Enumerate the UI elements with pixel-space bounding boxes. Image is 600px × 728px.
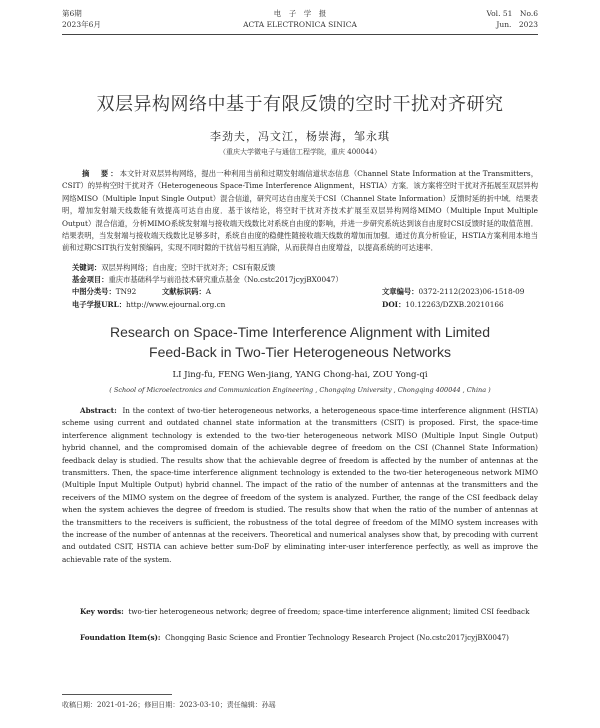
running-header-right xyxy=(486,8,538,30)
url-label: 电子学报URL： xyxy=(72,300,127,309)
article-number-label: 文章编号： xyxy=(382,287,419,296)
clc-value: TN92 xyxy=(115,287,137,296)
fund-cn xyxy=(72,274,343,285)
doi-link[interactable]: 10.12263/DZXB.20210166 xyxy=(405,300,504,309)
abstract-en xyxy=(62,405,538,566)
fund-label-en: Foundation Item(s): xyxy=(80,633,161,642)
doi-label: DOI： xyxy=(382,300,406,309)
journal-name-en: ACTA ELECTRONICA SINICA xyxy=(243,20,357,29)
abstract-text-en: In the context of two-tier heterogeneous networks, a heterogeneous space-time interference alignment (HSTIA) scheme using current and outdated channel state information at the transmitters (CSIT) is proposed. First, the space-time interference alignment technology is extended to the two-tier heterogeneous network MISO (Multiple Input Single Output) hybrid channel, and the compromised domain of the achievable degree of freedom on the CSI (Channel State Information) feedback delay is studied. The results show that the achievable degree of freedom is affected by the number of antennas at the transmitters. Then, the space-time interference alignment technology is extended to the two-tier heterogeneous network MIMO (Multiple Input Multiple Output) hybrid channel. The impact of the ratio of the number of antennas at the transmitters and the receivers of the MIMO system on the degree of freedom of the system is analyzed. Further, the range of the CSI feedback delay when the system achieves the degree of freedom is studied. The results show that when the ratio of the number of antennas at the transmitters to the receivers is sufficient, the robustness of the total degree of freedom of the MIMO system increases with the increase of the number of antennas at the receivers. Theoretical and numerical analyses show that, by precoding with current and outdated CSIT, HSTIA can achieve better sum-DoF by eliminating inter-user interference perfectly, as well as improve the achievable rate of the system. xyxy=(62,406,538,564)
paper-title-en-line2: Feed-Back in Two-Tier Heterogeneous Networks xyxy=(149,344,451,360)
abstract-label-cn: 摘 要： xyxy=(82,169,120,178)
keywords-text-cn: 双层异构网络；自由度；空时干扰对齐；CSI有限反馈 xyxy=(101,263,276,272)
keywords-cn xyxy=(72,262,275,273)
clc-label: 中图分类号： xyxy=(72,287,116,296)
url-doi-row xyxy=(72,299,504,310)
paper-title-en-line1: Research on Space-Time Interference Alignment with Limited xyxy=(110,324,490,340)
footnote-dates: 收稿日期：2021-01-26；修回日期：2023-03-10；责任编辑：孙瑶 xyxy=(62,701,276,709)
fund-label-cn: 基金项目： xyxy=(72,275,109,284)
issue-number: 第6期 xyxy=(62,9,82,18)
keywords-en xyxy=(62,606,538,618)
issue-date: 2023年6月 xyxy=(62,20,101,29)
paper-title-cn: 双层异构网络中基于有限反馈的空时干扰对齐研究 xyxy=(96,94,504,115)
volume-number: Vol. 51 No.6 xyxy=(486,9,538,18)
doc-code-label: 文献标识码： xyxy=(162,287,206,296)
header-rule xyxy=(62,34,538,35)
keywords-label-en: Key words: xyxy=(80,607,124,616)
authors-cn: 李劲夫，冯文江，杨崇海，邹永琪 xyxy=(210,130,390,143)
article-number-value: 0372-2112(2023)06-1518-09 xyxy=(418,287,525,296)
affiliation-cn: （重庆大学微电子与通信工程学院，重庆 400044） xyxy=(219,148,381,156)
abstract-label-en: Abstract: xyxy=(80,406,117,415)
fund-en xyxy=(80,633,509,642)
fund-text-en: Chongqing Basic Science and Frontier Technology Research Project (No.cstc2017jcyjBX0047) xyxy=(165,633,509,642)
paper-title-en xyxy=(0,322,600,362)
issue-date-en: Jun. 2023 xyxy=(496,20,538,29)
keywords-text-en: two-tier heterogeneous network; degree of freedom; space-time interference alignment; limited CSI feedback xyxy=(128,607,530,616)
doc-code-value: A xyxy=(205,287,212,296)
keywords-label-cn: 关键词： xyxy=(72,263,102,272)
abstract-cn xyxy=(62,168,538,255)
abstract-text-cn: 本文针对双层异构网络，提出一种利用当前和过期发射端信道状态信息（Channel State Information at the Transmitters，CSIT）的异构空时干扰对齐（Heterogeneous Space-Time Interference Alignment，HSTIA）方案．该方案将空时干扰对齐拓展至双层异构网络MISO（Multiple Input Single Output）混合信道，研究可达自由度关于CSI（Channel State Information）反馈时延的折中域．结果表明，增加发射端天线数能有效提高可达自由度．基于该结论，将空时干扰对齐技术扩展至双层异构网络MIMO（Multiple Input Multiple Output）混合信道，分析MIMO系统发射端与接收端天线数比对系统自由度的影响，并进一步研究系统达到该自由度时CSI反馈时延的取值范围．结果表明，当发射端与接收端天线数比足够多时，系统自由度的稳健性随接收端天线数的增加而加强．通过仿真分析验证，HSTIA方案利用本地当前和过期CSIT执行发射预编码，实现不同时隙的干扰信号相互消除，从而获得自由度增益，以提高系统的可达速率． xyxy=(62,169,539,253)
classification-row xyxy=(72,286,525,297)
authors-en: LI Jing-fu, FENG Wen-jiang, YANG Chong-hai, ZOU Yong-qi xyxy=(172,370,428,380)
journal-url-link[interactable]: http://www.ejournal.org.cn xyxy=(126,300,226,309)
fund-text-cn: 重庆市基础科学与前沿技术研究重点基金（No.cstc2017jcyjBX0047） xyxy=(108,275,343,284)
affiliation-en: ( School of Microelectronics and Communication Engineering , Chongqing University , Chongqing 400044 , China ) xyxy=(109,386,491,394)
journal-name-cn: 电 子 学 报 xyxy=(273,9,327,18)
footnote-rule xyxy=(62,694,172,695)
